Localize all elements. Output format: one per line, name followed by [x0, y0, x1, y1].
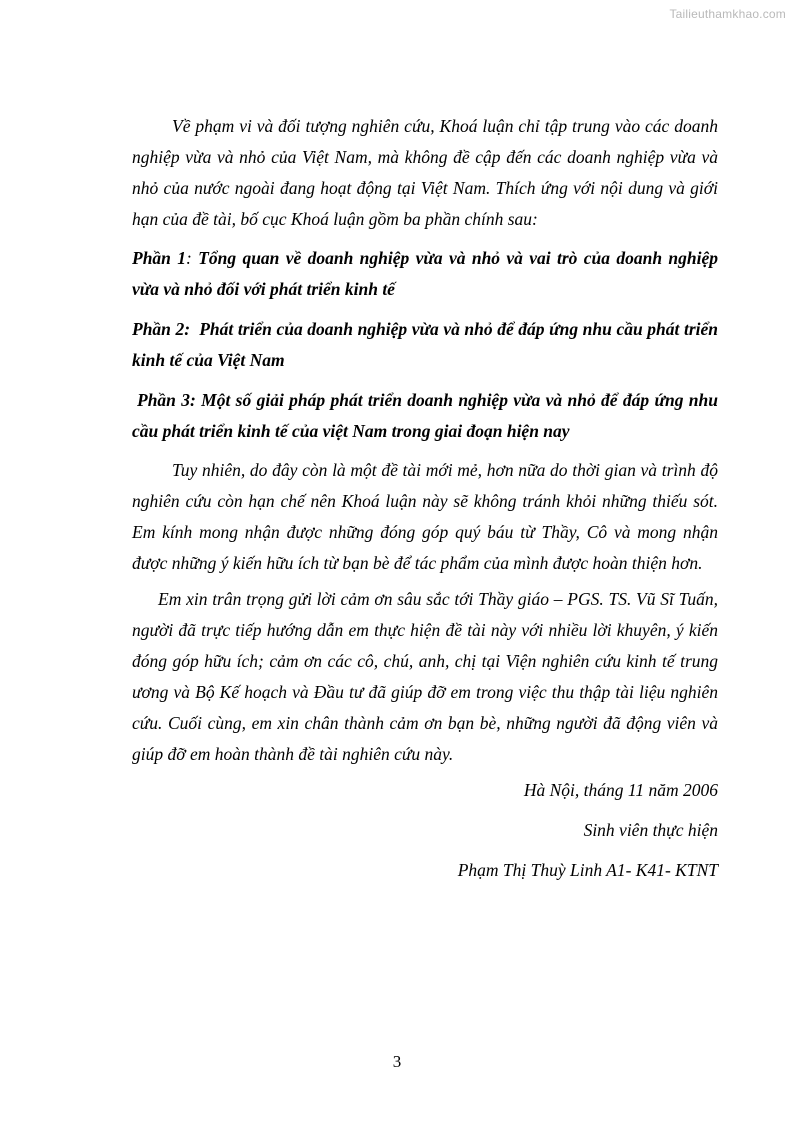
watermark-text: Tailieuthamkhao.com	[669, 7, 786, 21]
section-3	[132, 385, 718, 447]
section-1-separator: :	[186, 248, 199, 268]
page-number: 3	[392, 1052, 402, 1071]
section-1	[132, 243, 718, 305]
section-2	[132, 314, 718, 376]
signature-place-date: Hà Nội, tháng 11 năm 2006	[523, 780, 718, 800]
section-2-separator	[190, 319, 199, 339]
section-3-title: Một số giải pháp phát triển doanh nghiệp vừa và nhỏ để đáp ứng nhu cầu phát triển kinh tế của việt Nam trong giai đoạn hiện nay	[132, 390, 719, 441]
acknowledgement-paragraph: Em xin trân trọng gửi lời cảm ơn sâu sắc tới Thầy giáo – PGS. TS. Vũ Sĩ Tuấn, người đã trực tiếp hướng dẫn em thực hiện đề tài này với nhiều lời khuyên, ý kiến đóng góp hữu ích; cảm ơn các cô, chú, anh, chị tại Viện nghiên cứu kinh tế trung ương và Bộ Kế hoạch và Đầu tư đã giúp đỡ em trong việc thu thập tài liệu nghiên cứu. Cuối cùng, em xin chân thành cảm ơn bạn bè, những người đã động viên và giúp đỡ em hoàn thành đề tài nghiên cứu này.	[132, 589, 718, 764]
limitations-paragraph: Tuy nhiên, do đây còn là một đề tài mới mẻ, hơn nữa do thời gian và trình độ nghiên cứu còn hạn chế nên Khoá luận này sẽ không tránh khỏi những thiếu sót. Em kính mong nhận được những đóng góp quý báu từ Thầy, Cô và mong nhận được những ý kiến hữu ích từ bạn bè để tác phẩm của mình được hoàn thiện hơn.	[132, 460, 718, 573]
section-3-label: Phần 3:	[137, 390, 196, 410]
section-2-label: Phần 2:	[132, 319, 191, 339]
page-body	[132, 111, 718, 886]
section-2-title: Phát triển của doanh nghiệp vừa và nhỏ để đáp ứng nhu cầu phát triển kinh tế của Việt Nam	[132, 319, 718, 370]
section-1-title: Tổng quan về doanh nghiệp vừa và nhỏ và vai trò của doanh nghiệp vừa và nhỏ đối với phát triển kinh tế	[132, 248, 718, 299]
signature-role: Sinh viên thực hiện	[583, 820, 718, 840]
section-1-label: Phần 1	[132, 248, 186, 268]
signature-name: Phạm Thị Thuỳ Linh A1- K41- KTNT	[457, 860, 718, 880]
intro-paragraph: Về phạm vi và đối tượng nghiên cứu, Khoá luận chỉ tập trung vào các doanh nghiệp vừa và nhỏ của Việt Nam, mà không đề cập đến các doanh nghiệp vừa và nhỏ của nước ngoài đang hoạt động tại Việt Nam. Thích ứng với nội dung và giới hạn của đề tài, bố cục Khoá luận gồm ba phần chính sau:	[132, 116, 718, 229]
